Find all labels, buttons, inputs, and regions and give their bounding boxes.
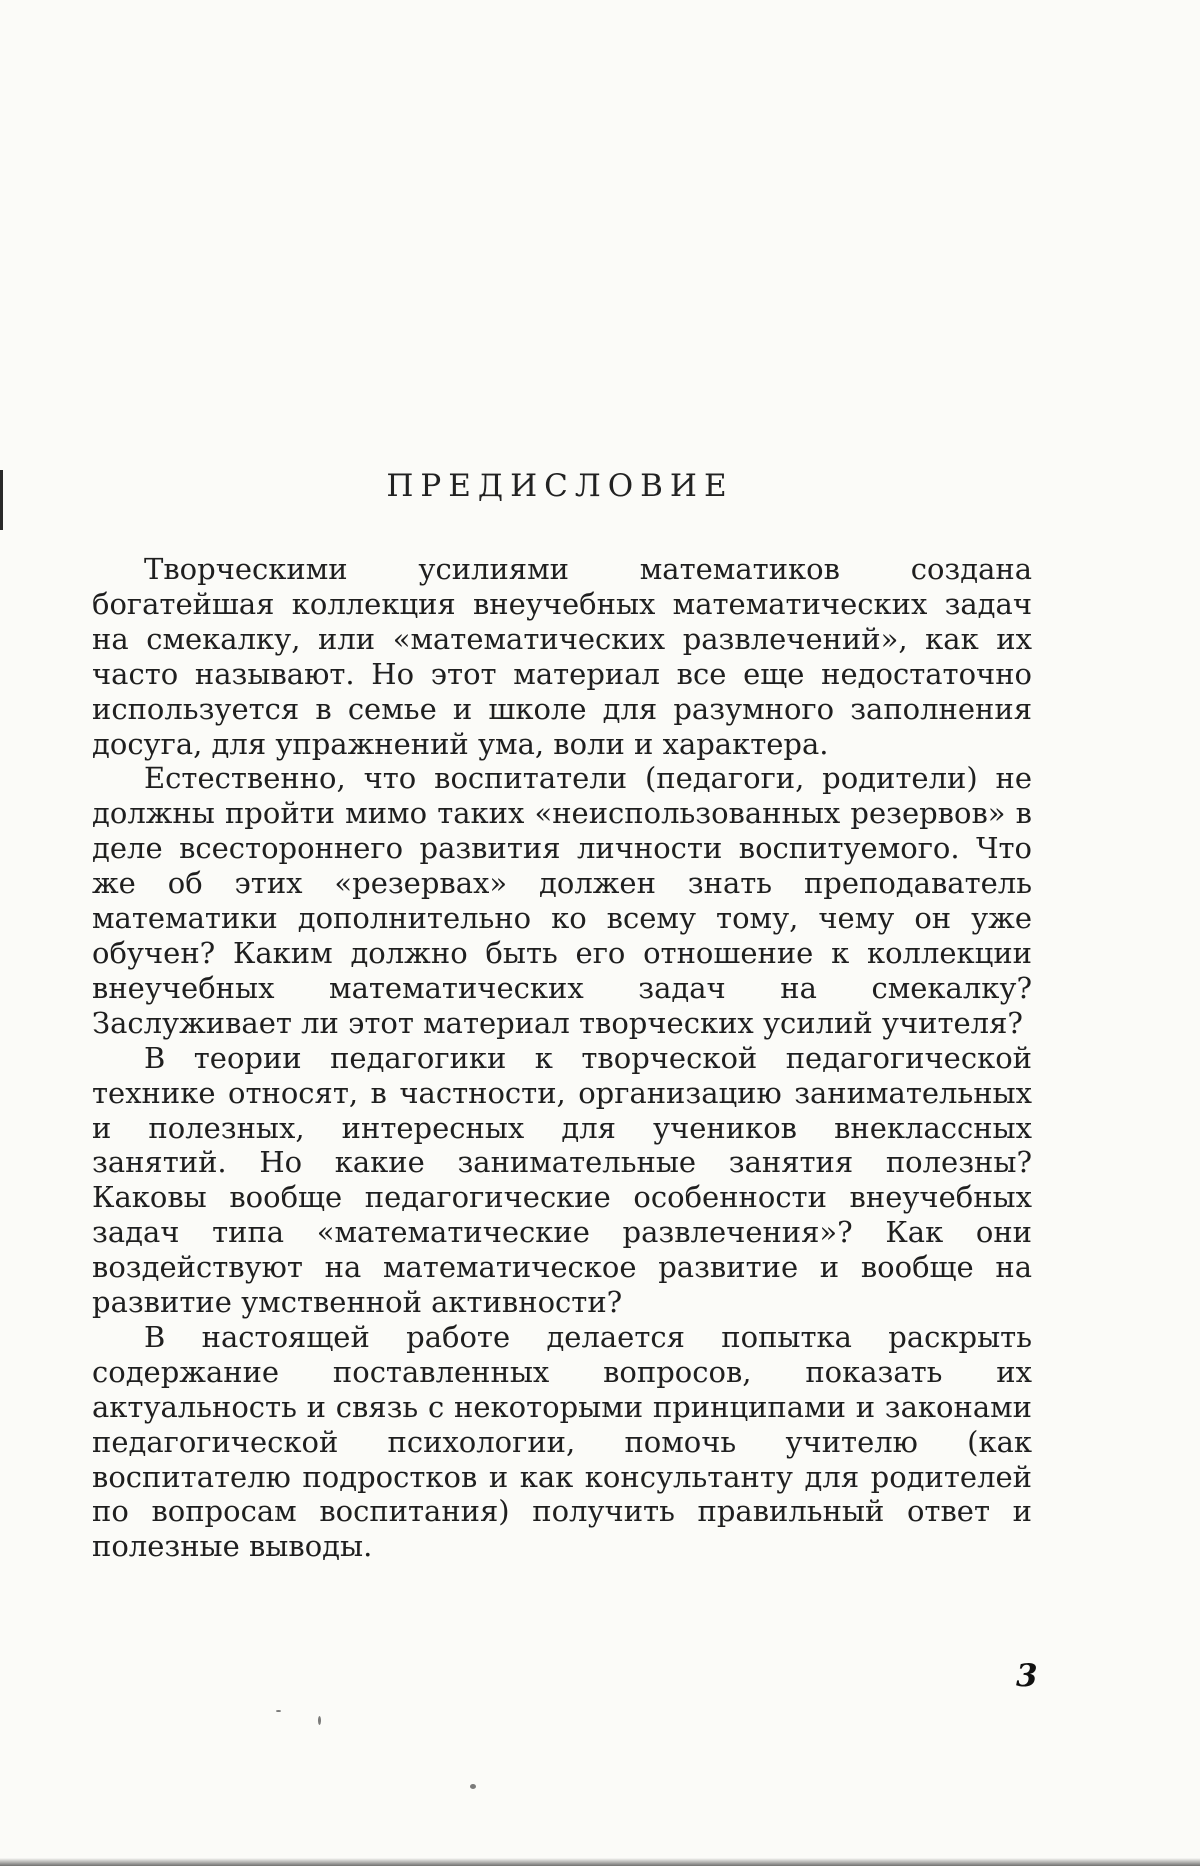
preface-text: [92, 552, 1032, 1564]
book-page: [0, 0, 1200, 1866]
paragraph-2: Естественно, что воспитатели (педагоги, родители) не должны пройти мимо таких «неиспользованных резервов» в деле всестороннего развития личности воспитуемого. Что же об этих «резервах» должен знать преподаватель математики дополнительно ко всему тому, чему он уже обучен? Каким должно быть его отношение к коллекции внеучебных математических задач на смекалку? Заслуживает ли этот материал творческих усилий учителя?: [92, 761, 1032, 1040]
page-title: ПРЕДИСЛОВИЕ: [0, 468, 1120, 504]
scan-speck: [470, 1784, 476, 1789]
paragraph-3: В теории педагогики к творческой педагогической технике относят, в частности, организацию занимательных и полезных, интересных для учеников внеклассных занятий. Но какие занимательные занятия полезны? Каковы вообще педагогические особенности внеучебных задач типа «математические развлечения»? Как они воздействуют на математическое развитие и вообще на развитие умственной активности?: [92, 1041, 1032, 1320]
scan-speck: [276, 1710, 281, 1712]
page-bottom-shadow: [0, 1858, 1200, 1866]
page-number: 3: [1016, 1658, 1038, 1694]
paragraph-4: В настоящей работе делается попытка раскрыть содержание поставленных вопросов, показать их актуальность и связь с некоторыми принципами и законами педагогической психологии, помочь учителю (как воспитателю подростков и как консультанту для родителей по вопросам воспитания) получить правильный ответ и полезные выводы.: [92, 1320, 1032, 1564]
paragraph-1: Творческими усилиями математиков создана богатейшая коллекция внеучебных математических задач на смекалку, или «математических развлечений», как их часто называют. Но этот материал все еще недостаточно используется в семье и школе для разумного заполнения досуга, для упражнений ума, воли и характера.: [92, 552, 1032, 761]
scan-speck: [318, 1716, 321, 1725]
